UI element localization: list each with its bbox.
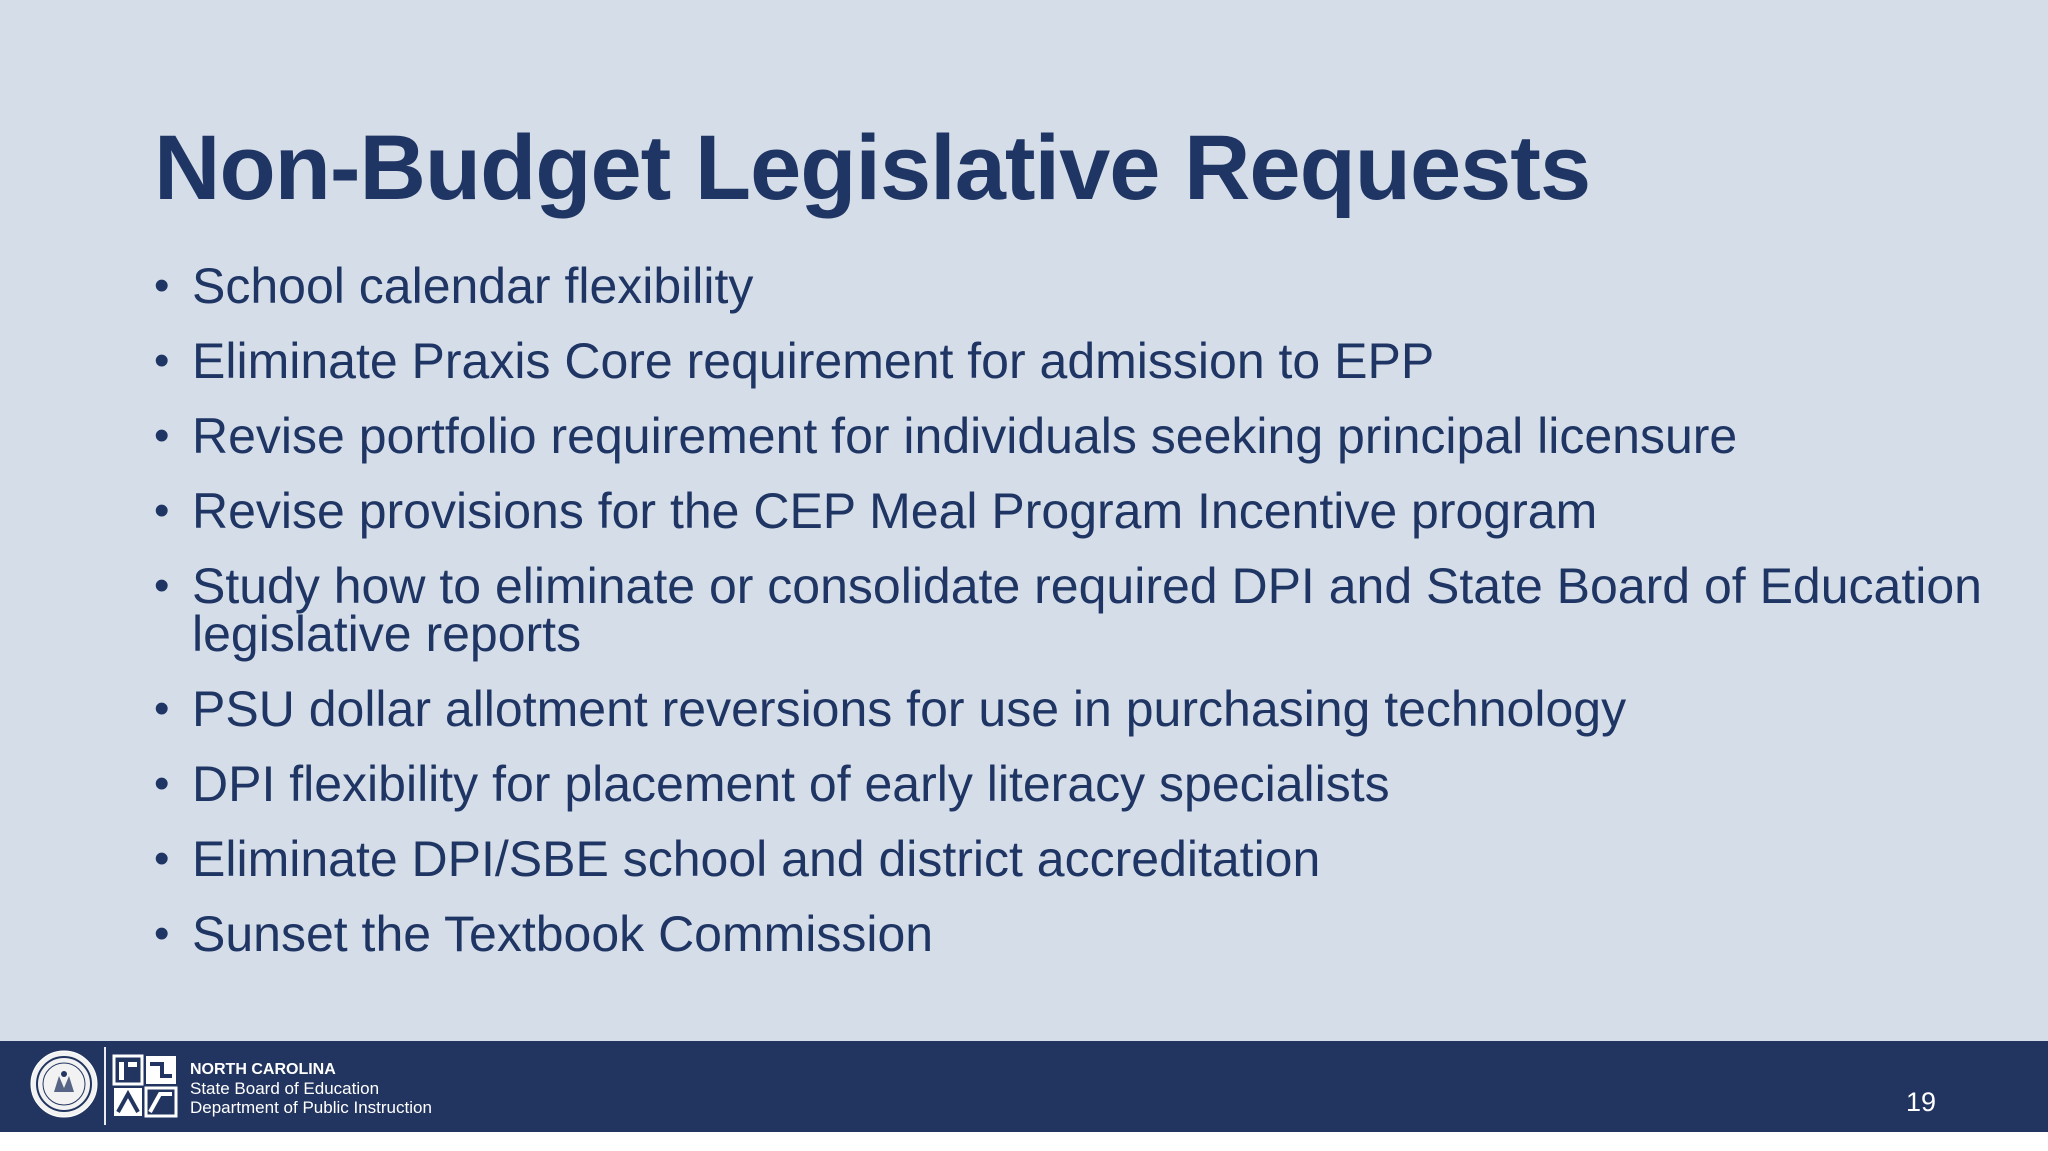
bullet-dot: • <box>154 486 170 535</box>
bullet-list <box>154 258 2014 985</box>
ncdpi-logo-icon <box>112 1054 178 1118</box>
bullet-dot: • <box>154 759 170 808</box>
page-number: 19 <box>1905 1087 1936 1117</box>
bullet-dot: • <box>154 834 170 883</box>
bullet-dot: • <box>154 261 170 310</box>
list-item <box>154 681 2014 737</box>
bullet-text: Revise provisions for the CEP Meal Program Incentive program <box>192 483 1598 539</box>
bullet-text: Eliminate DPI/SBE school and district accreditation <box>192 831 1321 887</box>
list-item <box>154 558 2014 662</box>
footer-bar <box>0 1041 2048 1132</box>
bullet-text: Eliminate Praxis Core requirement for admission to EPP <box>192 333 1435 389</box>
bullet-text: Sunset the Textbook Commission <box>192 906 934 962</box>
list-item <box>154 258 2014 314</box>
bullet-dot: • <box>154 336 170 385</box>
bottom-margin <box>0 1132 2048 1151</box>
list-item <box>154 408 2014 464</box>
org-department-name: Department of Public Instruction <box>190 1098 432 1117</box>
bullet-dot: • <box>154 684 170 733</box>
list-item <box>154 906 2014 962</box>
list-item <box>154 756 2014 812</box>
slide-title: Non-Budget Legislative Requests <box>154 117 1591 219</box>
bullet-text: PSU dollar allotment reversions for use in purchasing technology <box>192 681 1627 737</box>
bullet-dot: • <box>154 909 170 958</box>
list-item <box>154 483 2014 539</box>
org-board-name: State Board of Education <box>190 1079 380 1098</box>
footer-divider <box>104 1047 106 1125</box>
bullet-dot: • <box>154 411 170 460</box>
org-state-name: NORTH CAROLINA <box>190 1061 336 1078</box>
list-item <box>154 333 2014 389</box>
bullet-text: Study how to eliminate or consolidate required DPI and State Board of Education legislative reports <box>192 558 1982 662</box>
list-item <box>154 831 2014 887</box>
bullet-text: School calendar flexibility <box>192 258 754 314</box>
bullet-text: DPI flexibility for placement of early literacy specialists <box>192 756 1390 812</box>
org-name-block <box>190 1060 432 1117</box>
bullet-text: Revise portfolio requirement for individuals seeking principal licensure <box>192 408 1738 464</box>
state-seal-icon <box>30 1050 98 1118</box>
bullet-dot: • <box>154 561 170 610</box>
